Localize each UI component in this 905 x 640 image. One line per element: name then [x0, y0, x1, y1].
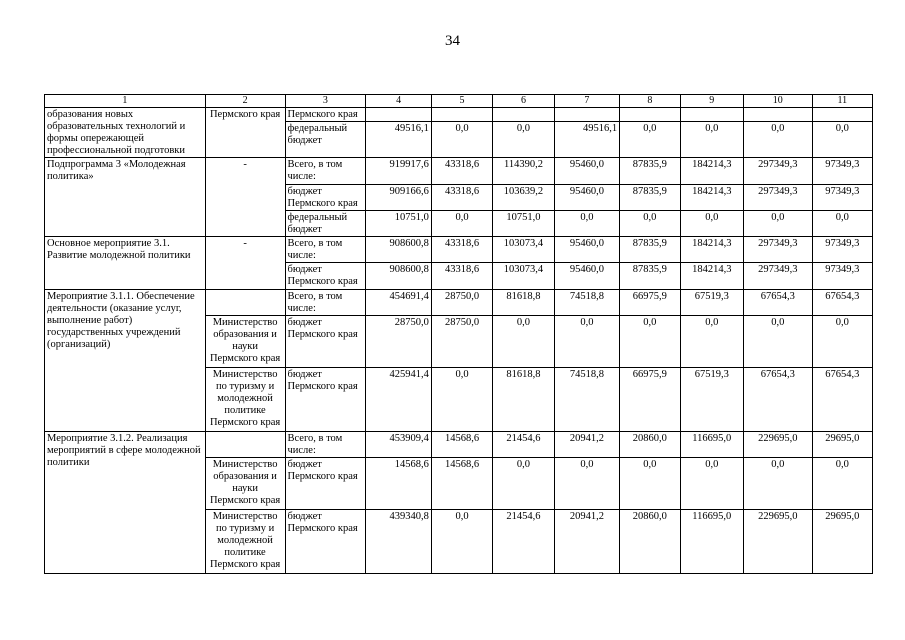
value-cell: 0,0 [812, 122, 872, 158]
budget-table [44, 94, 873, 574]
value-cell: 67654,3 [743, 290, 812, 316]
source-cell: бюджет Пермского края [285, 263, 366, 290]
value-cell: 0,0 [431, 122, 492, 158]
value-cell: 908600,8 [366, 263, 432, 290]
value-cell: 0,0 [431, 510, 492, 574]
value-cell: 0,0 [554, 316, 620, 368]
value-cell: 20941,2 [554, 432, 620, 458]
executor-cell [205, 290, 285, 316]
source-cell: бюджет Пермского края [285, 368, 366, 432]
value-cell: 81618,8 [493, 368, 554, 432]
value-cell: 43318,6 [431, 237, 492, 263]
value-cell: 0,0 [493, 316, 554, 368]
value-cell: 229695,0 [743, 432, 812, 458]
table-row [45, 108, 873, 122]
col-header: 6 [493, 95, 554, 108]
value-cell: 184214,3 [680, 185, 743, 211]
value-cell: 67654,3 [812, 290, 872, 316]
value-cell: 0,0 [680, 458, 743, 510]
value-cell: 0,0 [620, 458, 680, 510]
value-cell: 0,0 [743, 211, 812, 237]
value-cell: 0,0 [431, 211, 492, 237]
source-cell: Всего, в том числе: [285, 432, 366, 458]
source-cell: бюджет Пермского края [285, 185, 366, 211]
value-cell: 14568,6 [366, 458, 432, 510]
header-row [45, 95, 873, 108]
value-cell: 909166,6 [366, 185, 432, 211]
value-cell: 0,0 [554, 458, 620, 510]
value-cell: 0,0 [743, 458, 812, 510]
table-row [45, 158, 873, 185]
value-cell: 28750,0 [431, 290, 492, 316]
value-cell: 67519,3 [680, 290, 743, 316]
col-header: 1 [45, 95, 206, 108]
value-cell: 95460,0 [554, 185, 620, 211]
col-header: 11 [812, 95, 872, 108]
program-name-cell: Подпрограмма 3 «Молодежная политика» [45, 158, 206, 237]
value-cell: 184214,3 [680, 263, 743, 290]
value-cell: 919917,6 [366, 158, 432, 185]
value-cell: 0,0 [680, 122, 743, 158]
value-cell: 184214,3 [680, 237, 743, 263]
value-cell: 95460,0 [554, 263, 620, 290]
value-cell: 28750,0 [366, 316, 432, 368]
value-cell: 67654,3 [743, 368, 812, 432]
value-cell: 114390,2 [493, 158, 554, 185]
value-cell: 81618,8 [493, 290, 554, 316]
value-cell: 21454,6 [493, 510, 554, 574]
col-header: 10 [743, 95, 812, 108]
source-cell: федеральный бюджет [285, 122, 366, 158]
value-cell: 0,0 [554, 211, 620, 237]
program-name-cell: Мероприятие 3.1.2. Реализация мероприятий в сфере молодежной политики [45, 432, 206, 574]
value-cell: 229695,0 [743, 510, 812, 574]
value-cell: 20941,2 [554, 510, 620, 574]
value-cell: 97349,3 [812, 158, 872, 185]
table-row [45, 432, 873, 458]
executor-cell: Министерство по туризму и молодежной политике Пермского края [205, 368, 285, 432]
value-cell: 74518,8 [554, 368, 620, 432]
value-cell: 425941,4 [366, 368, 432, 432]
col-header: 5 [431, 95, 492, 108]
source-cell: Пермского края [285, 108, 366, 122]
value-cell: 97349,3 [812, 263, 872, 290]
value-cell: 0,0 [620, 211, 680, 237]
source-cell: бюджет Пермского края [285, 458, 366, 510]
col-header: 2 [205, 95, 285, 108]
value-cell: 103073,4 [493, 237, 554, 263]
value-cell: 67654,3 [812, 368, 872, 432]
value-cell: 297349,3 [743, 263, 812, 290]
value-cell: 95460,0 [554, 237, 620, 263]
value-cell: 10751,0 [366, 211, 432, 237]
executor-cell: Министерство образования и науки Пермского края [205, 458, 285, 510]
executor-cell [205, 432, 285, 458]
value-cell: 103639,2 [493, 185, 554, 211]
value-cell: 87835,9 [620, 185, 680, 211]
source-cell: Всего, в том числе: [285, 158, 366, 185]
value-cell: 67519,3 [680, 368, 743, 432]
source-cell: федеральный бюджет [285, 211, 366, 237]
value-cell: 74518,8 [554, 290, 620, 316]
col-header: 9 [680, 95, 743, 108]
executor-cell: Пермского края [205, 108, 285, 158]
value-cell: 0,0 [743, 316, 812, 368]
source-cell: бюджет Пермского края [285, 316, 366, 368]
value-cell: 453909,4 [366, 432, 432, 458]
value-cell: 29695,0 [812, 432, 872, 458]
value-cell: 0,0 [812, 458, 872, 510]
value-cell: 49516,1 [554, 122, 620, 158]
program-name-cell: Основное мероприятие 3.1. Развитие молодежной политики [45, 237, 206, 290]
col-header: 3 [285, 95, 366, 108]
value-cell: 14568,6 [431, 458, 492, 510]
table-row [45, 237, 873, 263]
value-cell: 43318,6 [431, 158, 492, 185]
program-name-cell: образования новых образовательных технологий и формы опережающей профессиональной подготовки [45, 108, 206, 158]
source-cell: Всего, в том числе: [285, 237, 366, 263]
value-cell: 297349,3 [743, 237, 812, 263]
value-cell: 184214,3 [680, 158, 743, 185]
value-cell: 0,0 [812, 316, 872, 368]
value-cell: 439340,8 [366, 510, 432, 574]
col-header: 8 [620, 95, 680, 108]
value-cell: 116695,0 [680, 432, 743, 458]
value-cell: 43318,6 [431, 185, 492, 211]
value-cell: 20860,0 [620, 510, 680, 574]
source-cell: Всего, в том числе: [285, 290, 366, 316]
value-cell: 116695,0 [680, 510, 743, 574]
value-cell: 43318,6 [431, 263, 492, 290]
value-cell: 66975,9 [620, 368, 680, 432]
value-cell: 297349,3 [743, 185, 812, 211]
table-row [45, 290, 873, 316]
value-cell: 14568,6 [431, 432, 492, 458]
value-cell: 21454,6 [493, 432, 554, 458]
value-cell: 908600,8 [366, 237, 432, 263]
value-cell: 0,0 [493, 122, 554, 158]
value-cell: 0,0 [680, 211, 743, 237]
program-name-cell: Мероприятие 3.1.1. Обеспечение деятельности (оказание услуг, выполнение работ) государственных учреждений (организаций) [45, 290, 206, 432]
value-cell: 0,0 [680, 316, 743, 368]
source-cell: бюджет Пермского края [285, 510, 366, 574]
value-cell: 49516,1 [366, 122, 432, 158]
col-header: 7 [554, 95, 620, 108]
executor-cell: Министерство образования и науки Пермского края [205, 316, 285, 368]
executor-cell: - [205, 158, 285, 237]
value-cell: 97349,3 [812, 237, 872, 263]
value-cell: 29695,0 [812, 510, 872, 574]
value-cell: 97349,3 [812, 185, 872, 211]
value-cell: 0,0 [620, 316, 680, 368]
value-cell: 0,0 [812, 211, 872, 237]
value-cell: 0,0 [493, 458, 554, 510]
value-cell: 0,0 [431, 368, 492, 432]
col-header: 4 [366, 95, 432, 108]
value-cell: 0,0 [620, 122, 680, 158]
value-cell: 454691,4 [366, 290, 432, 316]
value-cell: 87835,9 [620, 158, 680, 185]
value-cell: 87835,9 [620, 237, 680, 263]
value-cell: 28750,0 [431, 316, 492, 368]
value-cell: 95460,0 [554, 158, 620, 185]
executor-cell: - [205, 237, 285, 290]
value-cell: 103073,4 [493, 263, 554, 290]
page-number: 34 [445, 33, 460, 49]
value-cell: 20860,0 [620, 432, 680, 458]
value-cell: 66975,9 [620, 290, 680, 316]
value-cell: 87835,9 [620, 263, 680, 290]
value-cell: 297349,3 [743, 158, 812, 185]
executor-cell: Министерство по туризму и молодежной политике Пермского края [205, 510, 285, 574]
value-cell: 0,0 [743, 122, 812, 158]
value-cell: 10751,0 [493, 211, 554, 237]
